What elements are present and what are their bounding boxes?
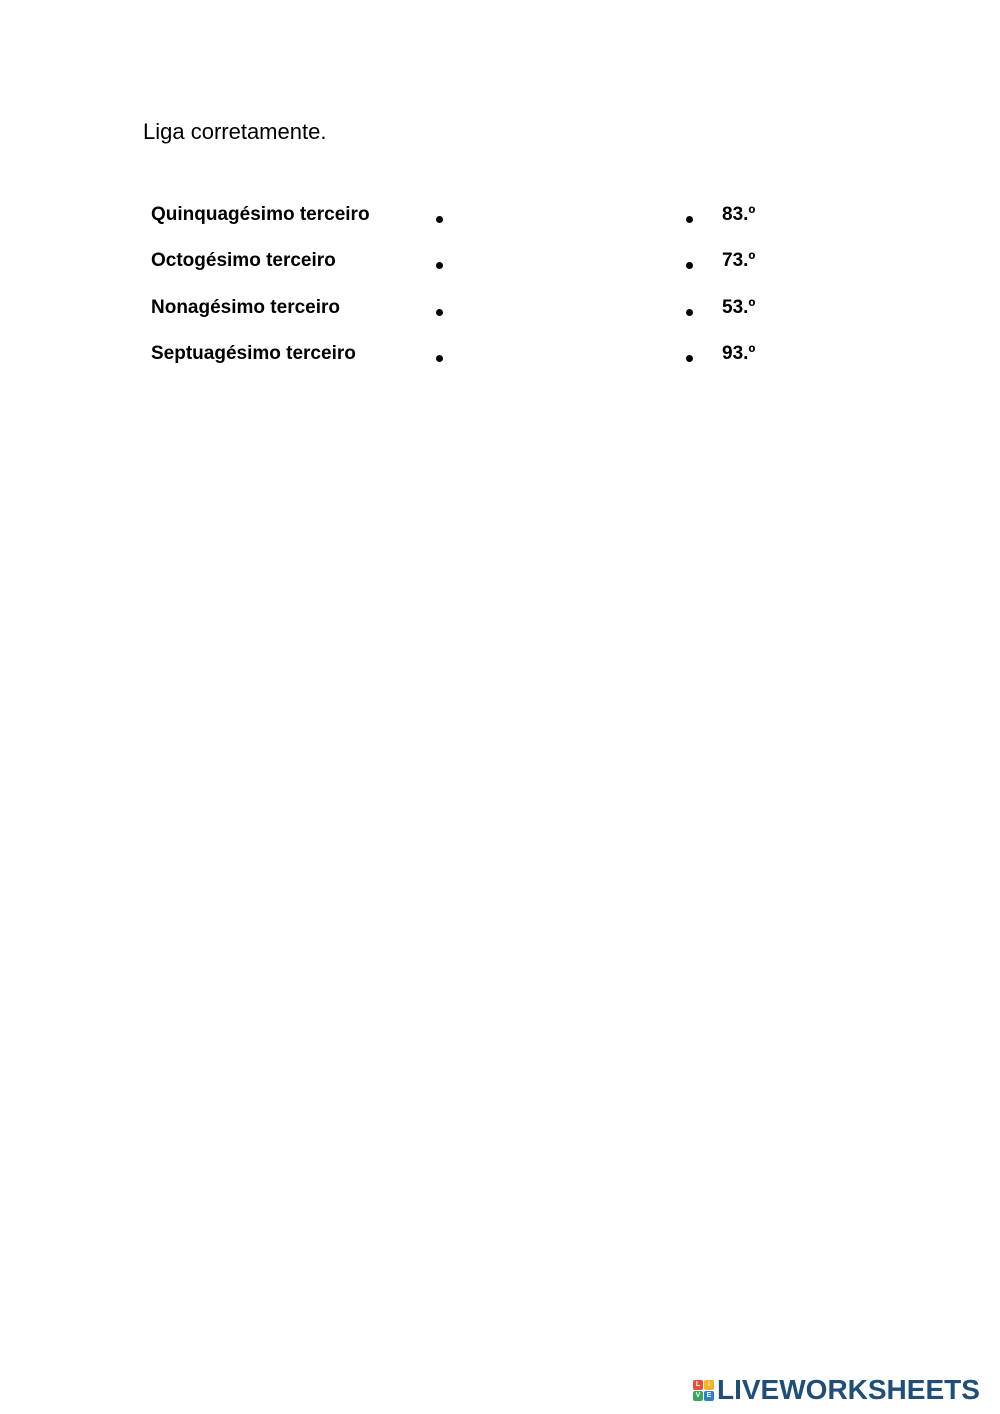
left-connector-dot[interactable] <box>436 216 443 223</box>
right-connector-dot[interactable] <box>686 216 693 223</box>
ordinal-number: 83.º <box>722 204 756 225</box>
ordinal-word: Septuagésimo terceiro <box>151 342 356 364</box>
left-connector-dot[interactable] <box>436 309 443 316</box>
match-row <box>0 339 1000 385</box>
right-connector-dot[interactable] <box>686 262 693 269</box>
liveworksheets-icon <box>693 1380 714 1401</box>
right-connector-dot[interactable] <box>686 355 693 362</box>
left-connector-dot[interactable] <box>436 355 443 362</box>
right-connector-dot[interactable] <box>686 309 693 316</box>
ordinal-number: 73.º <box>722 250 756 272</box>
match-row <box>0 200 1000 246</box>
logo-letter-l: L <box>693 1380 703 1390</box>
ordinal-word: Quinquagésimo terceiro <box>151 204 370 225</box>
logo-letter-i: I <box>704 1380 714 1390</box>
logo-letter-v: V <box>693 1391 703 1401</box>
liveworksheets-logo <box>693 1375 980 1405</box>
left-connector-dot[interactable] <box>436 262 443 269</box>
logo-text: LIVEWORKSHEETS <box>717 1374 980 1405</box>
ordinal-word: Octogésimo terceiro <box>151 250 336 272</box>
match-row <box>0 246 1000 292</box>
matching-exercise <box>0 200 1000 385</box>
logo-letter-e: E <box>704 1391 714 1401</box>
instruction-text: Liga corretamente. <box>143 119 327 144</box>
ordinal-number: 93.º <box>722 342 756 364</box>
ordinal-word: Nonagésimo terceiro <box>151 296 340 318</box>
ordinal-number: 53.º <box>722 296 756 318</box>
match-row <box>0 293 1000 339</box>
